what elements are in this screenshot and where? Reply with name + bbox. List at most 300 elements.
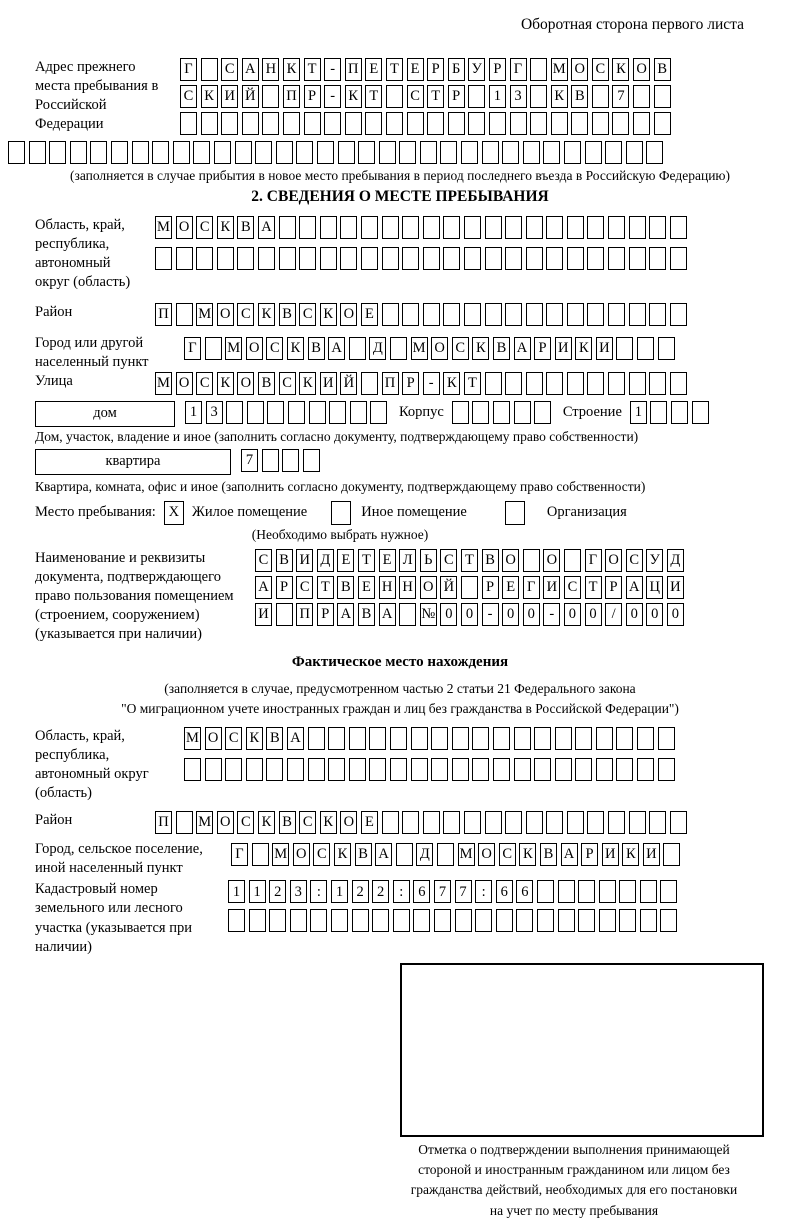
char-box[interactable] bbox=[472, 727, 489, 750]
char-box[interactable] bbox=[262, 85, 279, 108]
char-box[interactable]: Г bbox=[585, 549, 602, 572]
char-box[interactable]: М bbox=[551, 58, 568, 81]
char-box[interactable] bbox=[221, 112, 238, 135]
char-box[interactable] bbox=[235, 141, 252, 164]
char-box[interactable]: Й bbox=[440, 576, 457, 599]
char-box[interactable]: А bbox=[379, 603, 396, 626]
char-box[interactable] bbox=[482, 141, 499, 164]
char-box[interactable] bbox=[526, 372, 543, 395]
char-box[interactable]: В bbox=[540, 843, 557, 866]
char-box[interactable]: И bbox=[296, 549, 313, 572]
char-box[interactable] bbox=[558, 909, 575, 932]
char-box[interactable]: О bbox=[205, 727, 222, 750]
char-box[interactable]: И bbox=[667, 576, 684, 599]
char-box[interactable] bbox=[514, 401, 531, 424]
char-box[interactable] bbox=[608, 811, 625, 834]
char-box[interactable]: С bbox=[407, 85, 424, 108]
char-box[interactable]: : bbox=[310, 880, 327, 903]
char-box[interactable] bbox=[567, 372, 584, 395]
char-box[interactable]: 3 bbox=[290, 880, 307, 903]
char-box[interactable] bbox=[654, 85, 671, 108]
char-box[interactable] bbox=[411, 727, 428, 750]
char-box[interactable] bbox=[546, 303, 563, 326]
char-box[interactable] bbox=[608, 372, 625, 395]
char-box[interactable] bbox=[196, 247, 213, 270]
char-box[interactable] bbox=[555, 758, 572, 781]
char-box[interactable] bbox=[382, 303, 399, 326]
char-box[interactable] bbox=[670, 247, 687, 270]
char-box[interactable] bbox=[670, 303, 687, 326]
char-box[interactable] bbox=[468, 112, 485, 135]
char-box[interactable]: В bbox=[571, 85, 588, 108]
char-box[interactable]: Т bbox=[317, 576, 334, 599]
char-box[interactable] bbox=[370, 401, 387, 424]
char-box[interactable] bbox=[485, 303, 502, 326]
char-box[interactable]: : bbox=[393, 880, 410, 903]
char-box[interactable]: С bbox=[452, 337, 469, 360]
char-box[interactable] bbox=[514, 727, 531, 750]
char-box[interactable] bbox=[173, 141, 190, 164]
char-box[interactable]: - bbox=[482, 603, 499, 626]
char-box[interactable]: 0 bbox=[461, 603, 478, 626]
char-box[interactable]: Е bbox=[502, 576, 519, 599]
char-box[interactable] bbox=[338, 141, 355, 164]
char-box[interactable]: К bbox=[622, 843, 639, 866]
char-box[interactable] bbox=[608, 216, 625, 239]
char-box[interactable] bbox=[596, 758, 613, 781]
char-box[interactable] bbox=[299, 216, 316, 239]
char-box[interactable] bbox=[288, 401, 305, 424]
char-box[interactable]: Й bbox=[242, 85, 259, 108]
char-box[interactable] bbox=[660, 880, 677, 903]
char-box[interactable]: К bbox=[612, 58, 629, 81]
char-box[interactable] bbox=[249, 909, 266, 932]
char-box[interactable]: 3 bbox=[206, 401, 223, 424]
char-box[interactable]: М bbox=[272, 843, 289, 866]
char-box[interactable]: 0 bbox=[626, 603, 643, 626]
char-box[interactable]: Т bbox=[585, 576, 602, 599]
char-box[interactable] bbox=[309, 401, 326, 424]
char-box[interactable] bbox=[402, 811, 419, 834]
char-box[interactable] bbox=[626, 141, 643, 164]
char-box[interactable]: О bbox=[340, 303, 357, 326]
char-box[interactable]: 0 bbox=[523, 603, 540, 626]
char-box[interactable] bbox=[493, 758, 510, 781]
char-box[interactable] bbox=[605, 141, 622, 164]
char-box[interactable] bbox=[303, 449, 320, 472]
char-box[interactable] bbox=[201, 112, 218, 135]
char-box[interactable] bbox=[423, 811, 440, 834]
kvartira-widebox[interactable]: квартира bbox=[35, 449, 231, 475]
char-box[interactable] bbox=[282, 449, 299, 472]
char-box[interactable] bbox=[443, 247, 460, 270]
char-box[interactable]: С bbox=[626, 549, 643, 572]
char-box[interactable] bbox=[505, 216, 522, 239]
char-box[interactable]: П bbox=[155, 811, 172, 834]
char-box[interactable] bbox=[537, 909, 554, 932]
char-box[interactable] bbox=[485, 247, 502, 270]
char-box[interactable]: Г bbox=[184, 337, 201, 360]
char-box[interactable]: С bbox=[237, 303, 254, 326]
char-box[interactable]: 1 bbox=[249, 880, 266, 903]
char-box[interactable] bbox=[349, 758, 366, 781]
char-box[interactable] bbox=[670, 216, 687, 239]
char-box[interactable] bbox=[49, 141, 66, 164]
char-box[interactable] bbox=[320, 247, 337, 270]
char-box[interactable]: О bbox=[420, 576, 437, 599]
char-box[interactable] bbox=[464, 811, 481, 834]
char-box[interactable]: А bbox=[287, 727, 304, 750]
char-box[interactable]: Р bbox=[304, 85, 321, 108]
char-box[interactable] bbox=[526, 247, 543, 270]
char-box[interactable] bbox=[396, 843, 413, 866]
char-box[interactable] bbox=[176, 811, 193, 834]
char-box[interactable]: Р bbox=[482, 576, 499, 599]
char-box[interactable] bbox=[530, 58, 547, 81]
char-box[interactable]: И bbox=[596, 337, 613, 360]
char-box[interactable]: К bbox=[287, 337, 304, 360]
char-box[interactable] bbox=[440, 141, 457, 164]
char-box[interactable] bbox=[526, 216, 543, 239]
char-box[interactable] bbox=[592, 85, 609, 108]
char-box[interactable]: К bbox=[258, 811, 275, 834]
char-box[interactable]: 2 bbox=[352, 880, 369, 903]
char-box[interactable] bbox=[340, 247, 357, 270]
char-box[interactable] bbox=[317, 141, 334, 164]
char-box[interactable]: К bbox=[217, 372, 234, 395]
char-box[interactable] bbox=[328, 727, 345, 750]
char-box[interactable]: О bbox=[605, 549, 622, 572]
char-box[interactable]: 7 bbox=[434, 880, 451, 903]
char-box[interactable] bbox=[180, 112, 197, 135]
char-box[interactable]: К bbox=[443, 372, 460, 395]
char-box[interactable]: К bbox=[320, 303, 337, 326]
char-box[interactable]: 7 bbox=[612, 85, 629, 108]
char-box[interactable]: Т bbox=[464, 372, 481, 395]
char-box[interactable] bbox=[225, 758, 242, 781]
char-box[interactable]: Е bbox=[361, 811, 378, 834]
char-box[interactable] bbox=[329, 401, 346, 424]
char-box[interactable] bbox=[184, 758, 201, 781]
char-box[interactable] bbox=[546, 372, 563, 395]
char-box[interactable] bbox=[649, 303, 666, 326]
char-box[interactable] bbox=[310, 909, 327, 932]
char-box[interactable] bbox=[382, 247, 399, 270]
char-box[interactable] bbox=[324, 112, 341, 135]
char-box[interactable]: Л bbox=[399, 549, 416, 572]
char-box[interactable]: А bbox=[328, 337, 345, 360]
char-box[interactable]: М bbox=[155, 216, 172, 239]
char-box[interactable]: Г bbox=[231, 843, 248, 866]
char-box[interactable]: А bbox=[514, 337, 531, 360]
char-box[interactable]: / bbox=[605, 603, 622, 626]
char-box[interactable] bbox=[658, 337, 675, 360]
char-box[interactable] bbox=[448, 112, 465, 135]
char-box[interactable] bbox=[629, 303, 646, 326]
char-box[interactable] bbox=[279, 247, 296, 270]
char-box[interactable] bbox=[650, 401, 667, 424]
char-box[interactable] bbox=[633, 85, 650, 108]
char-box[interactable] bbox=[514, 758, 531, 781]
char-box[interactable] bbox=[587, 247, 604, 270]
char-box[interactable]: Г bbox=[180, 58, 197, 81]
char-box[interactable] bbox=[599, 880, 616, 903]
char-box[interactable] bbox=[546, 247, 563, 270]
char-box[interactable]: И bbox=[320, 372, 337, 395]
char-box[interactable] bbox=[489, 112, 506, 135]
char-box[interactable] bbox=[349, 727, 366, 750]
char-box[interactable] bbox=[551, 112, 568, 135]
char-box[interactable] bbox=[287, 758, 304, 781]
char-box[interactable] bbox=[379, 141, 396, 164]
char-box[interactable]: К bbox=[283, 58, 300, 81]
char-box[interactable]: М bbox=[155, 372, 172, 395]
char-box[interactable]: И bbox=[555, 337, 572, 360]
char-box[interactable] bbox=[670, 811, 687, 834]
char-box[interactable] bbox=[637, 727, 654, 750]
char-box[interactable] bbox=[390, 337, 407, 360]
char-box[interactable] bbox=[649, 247, 666, 270]
char-box[interactable] bbox=[587, 372, 604, 395]
char-box[interactable]: П bbox=[296, 603, 313, 626]
char-box[interactable]: В bbox=[279, 303, 296, 326]
char-box[interactable] bbox=[530, 112, 547, 135]
char-box[interactable] bbox=[279, 216, 296, 239]
char-box[interactable]: 2 bbox=[372, 880, 389, 903]
char-box[interactable] bbox=[407, 112, 424, 135]
char-box[interactable]: Д bbox=[317, 549, 334, 572]
char-box[interactable] bbox=[564, 549, 581, 572]
char-box[interactable] bbox=[8, 141, 25, 164]
char-box[interactable]: Т bbox=[304, 58, 321, 81]
char-box[interactable]: П bbox=[345, 58, 362, 81]
char-box[interactable]: Ц bbox=[646, 576, 663, 599]
char-box[interactable] bbox=[434, 909, 451, 932]
char-box[interactable] bbox=[296, 141, 313, 164]
char-box[interactable] bbox=[464, 247, 481, 270]
char-box[interactable] bbox=[201, 58, 218, 81]
char-box[interactable] bbox=[331, 909, 348, 932]
char-box[interactable] bbox=[382, 811, 399, 834]
char-box[interactable]: 0 bbox=[585, 603, 602, 626]
char-box[interactable]: - bbox=[423, 372, 440, 395]
char-box[interactable]: - bbox=[543, 603, 560, 626]
char-box[interactable]: 6 bbox=[496, 880, 513, 903]
char-box[interactable] bbox=[564, 141, 581, 164]
char-box[interactable]: 1 bbox=[630, 401, 647, 424]
char-box[interactable]: В bbox=[482, 549, 499, 572]
char-box[interactable]: У bbox=[646, 549, 663, 572]
char-box[interactable] bbox=[505, 811, 522, 834]
char-box[interactable]: К bbox=[575, 337, 592, 360]
char-box[interactable]: К bbox=[519, 843, 536, 866]
char-box[interactable]: В bbox=[493, 337, 510, 360]
char-box[interactable] bbox=[90, 141, 107, 164]
char-box[interactable]: С bbox=[279, 372, 296, 395]
char-box[interactable]: 0 bbox=[564, 603, 581, 626]
char-box[interactable] bbox=[663, 843, 680, 866]
char-box[interactable] bbox=[646, 141, 663, 164]
char-box[interactable]: А bbox=[255, 576, 272, 599]
char-box[interactable] bbox=[472, 758, 489, 781]
char-box[interactable] bbox=[443, 216, 460, 239]
char-box[interactable]: Г bbox=[510, 58, 527, 81]
char-box[interactable]: А bbox=[337, 603, 354, 626]
char-box[interactable]: В bbox=[237, 216, 254, 239]
char-box[interactable] bbox=[596, 727, 613, 750]
char-box[interactable] bbox=[523, 549, 540, 572]
char-box[interactable] bbox=[485, 372, 502, 395]
char-box[interactable]: С bbox=[564, 576, 581, 599]
char-box[interactable]: Е bbox=[361, 303, 378, 326]
char-box[interactable] bbox=[246, 758, 263, 781]
char-box[interactable]: И bbox=[643, 843, 660, 866]
char-box[interactable]: К bbox=[472, 337, 489, 360]
char-box[interactable] bbox=[537, 880, 554, 903]
char-box[interactable] bbox=[637, 337, 654, 360]
char-box[interactable] bbox=[299, 247, 316, 270]
char-box[interactable]: С bbox=[221, 58, 238, 81]
char-box[interactable]: С bbox=[180, 85, 197, 108]
char-box[interactable] bbox=[616, 727, 633, 750]
char-box[interactable]: О bbox=[543, 549, 560, 572]
char-box[interactable] bbox=[496, 909, 513, 932]
char-box[interactable] bbox=[452, 758, 469, 781]
char-box[interactable]: Н bbox=[262, 58, 279, 81]
char-box[interactable]: М bbox=[225, 337, 242, 360]
char-box[interactable] bbox=[228, 909, 245, 932]
char-box[interactable] bbox=[567, 216, 584, 239]
char-box[interactable] bbox=[70, 141, 87, 164]
char-box[interactable]: С bbox=[266, 337, 283, 360]
char-box[interactable]: 0 bbox=[646, 603, 663, 626]
char-box[interactable]: О bbox=[176, 372, 193, 395]
char-box[interactable]: В bbox=[279, 811, 296, 834]
char-box[interactable]: Р bbox=[448, 85, 465, 108]
char-box[interactable] bbox=[546, 811, 563, 834]
char-box[interactable]: К bbox=[345, 85, 362, 108]
char-box[interactable]: Е bbox=[358, 576, 375, 599]
char-box[interactable] bbox=[237, 247, 254, 270]
char-box[interactable] bbox=[640, 909, 657, 932]
char-box[interactable] bbox=[423, 303, 440, 326]
char-box[interactable]: Р bbox=[402, 372, 419, 395]
char-box[interactable] bbox=[567, 303, 584, 326]
char-box[interactable]: В bbox=[358, 603, 375, 626]
char-box[interactable] bbox=[352, 909, 369, 932]
char-box[interactable] bbox=[468, 85, 485, 108]
char-box[interactable] bbox=[358, 141, 375, 164]
char-box[interactable] bbox=[608, 303, 625, 326]
char-box[interactable] bbox=[654, 112, 671, 135]
char-box[interactable] bbox=[399, 141, 416, 164]
char-box[interactable]: К bbox=[246, 727, 263, 750]
char-box[interactable]: 1 bbox=[489, 85, 506, 108]
char-box[interactable] bbox=[502, 141, 519, 164]
char-box[interactable]: К bbox=[217, 216, 234, 239]
char-box[interactable]: Е bbox=[337, 549, 354, 572]
char-box[interactable]: М bbox=[411, 337, 428, 360]
char-box[interactable]: 3 bbox=[510, 85, 527, 108]
char-box[interactable]: Г bbox=[523, 576, 540, 599]
char-box[interactable]: О bbox=[237, 372, 254, 395]
char-box[interactable]: С bbox=[196, 216, 213, 239]
char-box[interactable]: К bbox=[258, 303, 275, 326]
char-box[interactable]: 0 bbox=[502, 603, 519, 626]
char-box[interactable] bbox=[546, 216, 563, 239]
char-box[interactable] bbox=[640, 880, 657, 903]
char-box[interactable]: 7 bbox=[455, 880, 472, 903]
char-box[interactable]: Ь bbox=[420, 549, 437, 572]
char-box[interactable]: В bbox=[276, 549, 293, 572]
char-box[interactable] bbox=[571, 112, 588, 135]
char-box[interactable] bbox=[399, 603, 416, 626]
char-box[interactable]: Р bbox=[534, 337, 551, 360]
char-box[interactable] bbox=[372, 909, 389, 932]
char-box[interactable] bbox=[523, 141, 540, 164]
char-box[interactable]: К bbox=[299, 372, 316, 395]
char-box[interactable]: В bbox=[258, 372, 275, 395]
char-box[interactable]: К bbox=[551, 85, 568, 108]
char-box[interactable]: М bbox=[196, 303, 213, 326]
char-box[interactable] bbox=[534, 401, 551, 424]
char-box[interactable] bbox=[629, 216, 646, 239]
char-box[interactable] bbox=[443, 811, 460, 834]
char-box[interactable] bbox=[262, 112, 279, 135]
char-box[interactable]: 1 bbox=[185, 401, 202, 424]
char-box[interactable] bbox=[361, 372, 378, 395]
char-box[interactable]: 6 bbox=[516, 880, 533, 903]
char-box[interactable] bbox=[320, 216, 337, 239]
char-box[interactable]: Р bbox=[427, 58, 444, 81]
char-box[interactable] bbox=[452, 401, 469, 424]
char-box[interactable]: Р bbox=[605, 576, 622, 599]
char-box[interactable]: О bbox=[502, 549, 519, 572]
char-box[interactable] bbox=[619, 880, 636, 903]
char-box[interactable] bbox=[276, 141, 293, 164]
char-box[interactable]: И bbox=[543, 576, 560, 599]
char-box[interactable] bbox=[29, 141, 46, 164]
char-box[interactable] bbox=[526, 811, 543, 834]
char-box[interactable] bbox=[587, 811, 604, 834]
char-box[interactable] bbox=[132, 141, 149, 164]
char-box[interactable] bbox=[587, 303, 604, 326]
char-box[interactable]: М bbox=[458, 843, 475, 866]
char-box[interactable] bbox=[649, 811, 666, 834]
char-box[interactable]: С bbox=[296, 576, 313, 599]
char-box[interactable] bbox=[413, 909, 430, 932]
char-box[interactable] bbox=[649, 216, 666, 239]
char-box[interactable]: В bbox=[654, 58, 671, 81]
char-box[interactable]: М bbox=[184, 727, 201, 750]
dom-widebox[interactable]: дом bbox=[35, 401, 175, 427]
char-box[interactable]: № bbox=[420, 603, 437, 626]
char-box[interactable] bbox=[516, 909, 533, 932]
char-box[interactable] bbox=[402, 247, 419, 270]
char-box[interactable]: О bbox=[293, 843, 310, 866]
char-box[interactable] bbox=[308, 727, 325, 750]
char-box[interactable] bbox=[534, 758, 551, 781]
char-box[interactable] bbox=[616, 337, 633, 360]
char-box[interactable] bbox=[534, 727, 551, 750]
char-box[interactable] bbox=[437, 843, 454, 866]
char-box[interactable]: И bbox=[602, 843, 619, 866]
char-box[interactable] bbox=[111, 141, 128, 164]
char-box[interactable]: А bbox=[242, 58, 259, 81]
char-box[interactable]: 0 bbox=[440, 603, 457, 626]
char-box[interactable] bbox=[390, 727, 407, 750]
char-box[interactable] bbox=[461, 141, 478, 164]
